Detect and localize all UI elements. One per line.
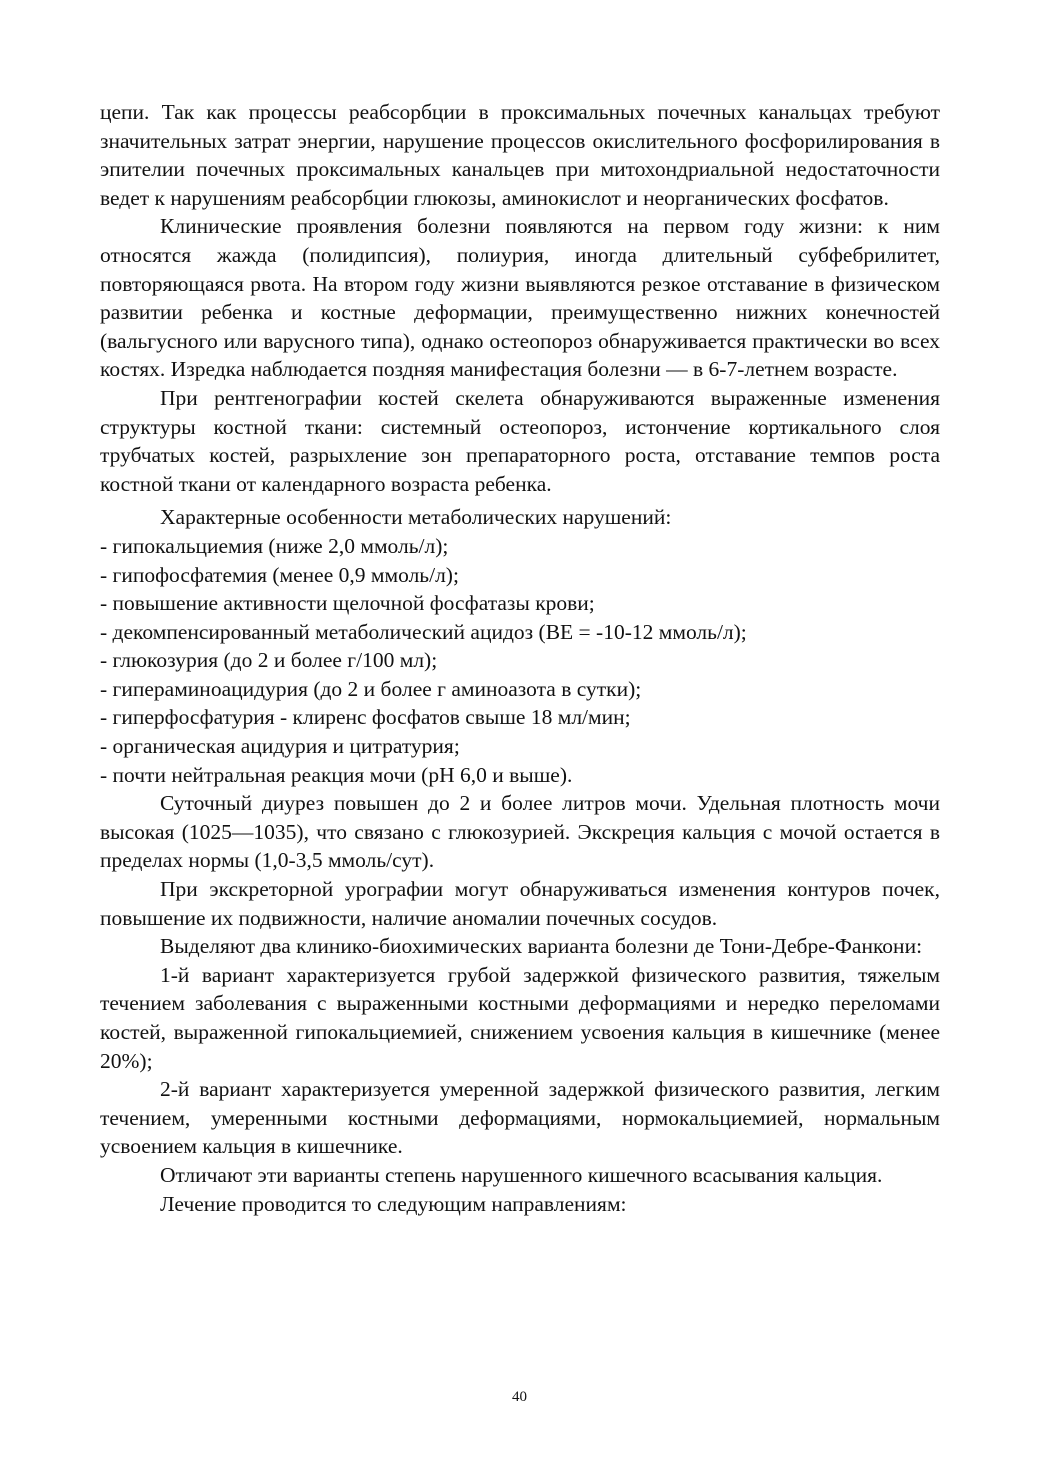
list-item: - глюкозурия (до 2 и более г/100 мл); (100, 648, 438, 673)
list-item: - повышение активности щелочной фосфатазы крови; (100, 591, 595, 616)
list-item: - гипофосфатемия (менее 0,9 ммоль/л); (100, 562, 459, 587)
paragraph-variants-difference: Отличают эти варианты степень нарушенного кишечного всасывания кальция. (160, 1162, 883, 1187)
paragraph-diuresis: Суточный диурез повышен до 2 и более литров мочи. Удельная плотность мочи высокая (1025—1035), что связано с глюкозурией. Экскреция кальция с мочой остается в пределах нормы (1,0-3,5 ммоль/сут). (100, 791, 940, 873)
list-item: - гиперфосфатурия - клиренс фосфатов свыше 18 мл/мин; (100, 705, 631, 730)
list-item: - гипокальциемия (ниже 2,0 ммоль/л); (100, 533, 449, 558)
paragraph-treatment: Лечение проводится то следующим направлениям: (160, 1191, 627, 1216)
paragraph-radiography: При рентгенографии костей скелета обнаруживаются выраженные изменения структуры костной ткани: системный остеопороз, истончение кортикального слоя трубчатых костей, разрыхление зон препараторного роста, отставание темпов роста костной ткани от календарного возраста ребенка. (100, 385, 940, 496)
body-text (100, 98, 940, 1218)
list-item: - почти нейтральная реакция мочи (pH 6,0 и выше). (100, 762, 573, 787)
list-item: - гипераминоацидурия (до 2 и более г аминоазота в сутки); (100, 676, 642, 701)
page-number: 40 (512, 1389, 527, 1405)
paragraph-continuation: цепи. Так как процессы реабсорбции в проксимальных почечных канальцах требуют значительных затрат энергии, нарушение процессов окислительного фосфорилирования в эпителии почечных проксимальных канальцев при митохондриальной недостаточности ведет к нарушениям реабсорбции глюкозы, аминокислот и неорганических фосфатов. (100, 100, 940, 210)
paragraph-urography: При экскреторной урографии могут обнаруживаться изменения контуров почек, повышение их подвижности, наличие аномалии почечных сосудов. (100, 877, 940, 930)
paragraph-clinical-manifestations: Клинические проявления болезни появляются на первом году жизни: к ним относятся жажда (полидипсия), полиурия, иногда длительный субфебрилитет, повторяющаяся рвота. На втором году жизни выявляются резкое отставание в физическом развитии ребенка и костные деформации, преимущественно нижних конечностей (вальгусного или варусного типа), однако остеопороз обнаруживается практически во всех костях. Изредка наблюдается поздняя манифестация болезни — в 6-7-летнем возрасте. (100, 214, 940, 382)
paragraph-variants-intro: Выделяют два клинико-биохимических варианта болезни де Тони-Дебре-Фанкони: (160, 934, 923, 959)
list-item: - органическая ацидурия и цитратурия; (100, 734, 460, 759)
list-heading: Характерные особенности метаболических нарушений: (160, 505, 672, 530)
list-item: - декомпенсированный метаболический ацидоз (BE = -10-12 ммоль/л); (100, 619, 747, 644)
paragraph-variant-2: 2-й вариант характеризуется умеренной задержкой физического развития, легким течением, умеренными костными деформациями, нормокальциемией, нормальным усвоением кальция в кишечнике. (100, 1077, 940, 1159)
metabolic-disorders-list (100, 532, 940, 789)
paragraph-variant-1: 1-й вариант характеризуется грубой задержкой физического развития, тяжелым течением заболевания с выраженными костными деформациями и нередко переломами костей, выраженной гипокальциемией, снижением усвоения кальция в кишечнике (менее 20%); (100, 962, 940, 1073)
